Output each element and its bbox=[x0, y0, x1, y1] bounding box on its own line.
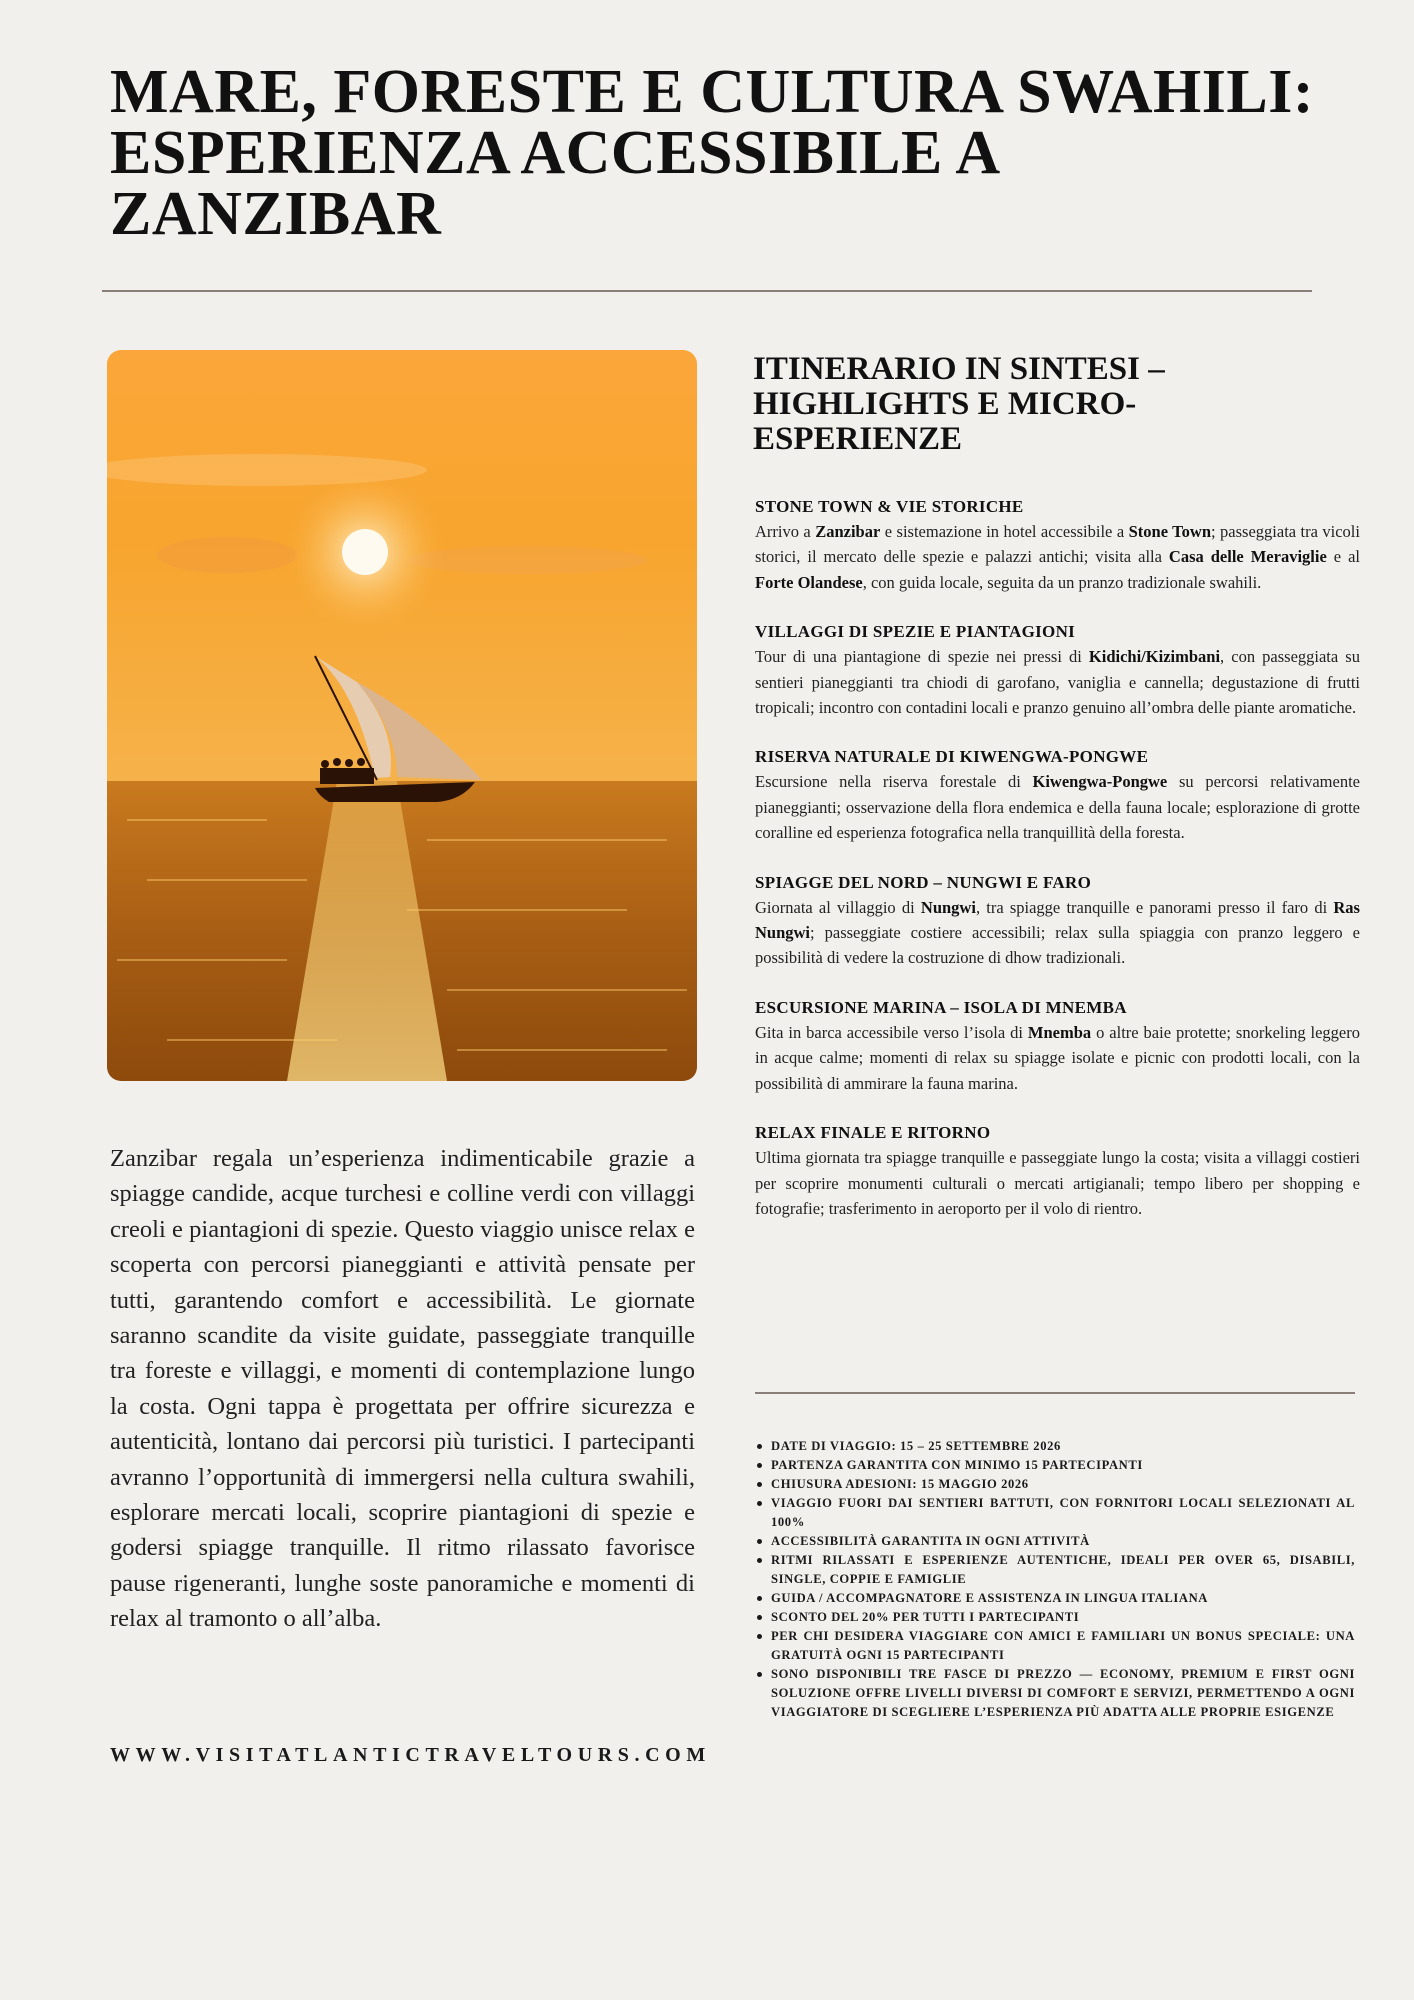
info-list bbox=[755, 1437, 1355, 1722]
info-item: DATE DI VIAGGIO: 15 – 25 SETTEMBRE 2026 bbox=[755, 1437, 1355, 1456]
website-link[interactable]: WWW.VISITATLANTICTRAVELTOURS.COM bbox=[110, 1744, 711, 1766]
info-item: ACCESSIBILITÀ GARANTITA IN OGNI ATTIVITÀ bbox=[755, 1532, 1355, 1551]
itinerary-item bbox=[755, 494, 1360, 595]
emphasis: Forte Olandese bbox=[755, 572, 863, 592]
itinerary-item bbox=[755, 1120, 1360, 1221]
itinerary-item-heading: SPIAGGE DEL NORD – NUNGWI E FARO bbox=[755, 872, 1092, 892]
intro-paragraph: Zanzibar regala un’esperienza indimenticabile grazie a spiagge candide, acque turchesi e colline verdi con villaggi creoli e piantagioni di spezie. Questo viaggio unisce relax e scoperta con percorsi pianeggianti e attività pensate per tutti, garantendo comfort e accessibilità. Le giornate saranno scandite da visite guidate, passeggiate tranquille tra foreste e villaggi, e momenti di contemplazione lungo la costa. Ogni tappa è progettata per offrire sicurezza e autenticità, lontano dai percorsi più turistici. I partecipanti avranno l’opportunità di immergersi nella cultura swahili, esplorare mercati locali, scoprire piantagioni di spezie e godersi spiagge tranquille. Il ritmo rilassato favorisce pause rigeneranti, lunghe soste panoramiche e momenti di relax al tramonto o all’alba. bbox=[110, 1145, 695, 1633]
info-item: GUIDA / ACCOMPAGNATORE E ASSISTENZA IN LINGUA ITALIANA bbox=[755, 1589, 1355, 1608]
itinerary-item bbox=[755, 619, 1360, 720]
emphasis: Mnemba bbox=[1027, 1022, 1092, 1042]
emphasis: Casa delle Meraviglie bbox=[1168, 547, 1327, 567]
itinerary-item-heading: STONE TOWN & VIE STORICHE bbox=[755, 497, 1024, 516]
info-item: CHIUSURA ADESIONI: 15 MAGGIO 2026 bbox=[755, 1475, 1355, 1494]
itinerary-item-text: Escursione nella riserva forestale di Kiwengwa-Pongwe su percorsi relativamente pianeggianti; osservazione della flora endemica e della fauna locale; esplorazione di grotte coralline ed esperienza fotografica nella tranquillità della foresta. bbox=[755, 772, 1360, 843]
itinerary-item-heading: RISERVA NATURALE DI KIWENGWA-PONGWE bbox=[755, 747, 1149, 767]
emphasis: Kidichi/Kizimbani bbox=[1088, 647, 1221, 667]
divider-info bbox=[755, 1392, 1355, 1394]
emphasis: Stone Town bbox=[1128, 522, 1212, 541]
info-item: SCONTO DEL 20% PER TUTTI I PARTECIPANTI bbox=[755, 1608, 1355, 1627]
itinerary-title: ITINERARIO IN SINTESI – HIGHLIGHTS E MICRO-ESPERIENZE bbox=[753, 351, 1165, 457]
emphasis: Ras Nungwi bbox=[755, 897, 1360, 943]
itinerary-list bbox=[755, 494, 1360, 1245]
itinerary-item-text: Gita in barca accessibile verso l’isola di Mnemba o altre baie protette; snorkeling leggero in acque calme; momenti di relax su spiagge isolate e picnic con prodotti locali, con la possibilità di ammirare la fauna marina. bbox=[755, 1022, 1360, 1093]
info-item: PER CHI DESIDERA VIAGGIARE CON AMICI E FAMILIARI UN BONUS SPECIALE: UNA GRATUITÀ OGNI 15 PARTECIPANTI bbox=[755, 1627, 1355, 1665]
hero-image bbox=[107, 350, 697, 1081]
info-item: RITMI RILASSATI E ESPERIENZE AUTENTICHE, IDEALI PER OVER 65, DISABILI, SINGLE, COPPIE E FAMIGLIE bbox=[755, 1551, 1355, 1589]
sunset-dhow-photo-icon bbox=[107, 350, 697, 1081]
divider-top bbox=[102, 290, 1312, 292]
itinerary-item-text: Giornata al villaggio di Nungwi, tra spiagge tranquille e panorami presso il faro di Ras Nungwi; passeggiate costiere accessibili; relax sulla spiaggia con pranzo leggero e possibilità di vedere la costruzione di dhow tradizionali. bbox=[755, 897, 1360, 968]
emphasis: Nungwi bbox=[920, 897, 976, 917]
itinerary-item-heading: RELAX FINALE E RITORNO bbox=[755, 1123, 991, 1143]
itinerary-item-heading: ESCURSIONE MARINA – ISOLA DI MNEMBA bbox=[755, 997, 1127, 1017]
page-title: MARE, FORESTE E CULTURA SWAHILI: ESPERIENZA ACCESSIBILE A ZANZIBAR bbox=[110, 58, 1315, 248]
itinerary-item-text: Arrivo a Zanzibar e sistemazione in hotel accessibile a Stone Town; passeggiata tra vicoli storici, il mercato delle spezie e palazzi antichi; visita alla Casa delle Meraviglie e al Forte Olandese, con guida locale, seguita da un pranzo tradizionale swahili. bbox=[755, 522, 1360, 592]
emphasis: Kiwengwa-Pongwe bbox=[1032, 772, 1168, 792]
itinerary-item bbox=[755, 744, 1360, 845]
itinerary-item-heading: VILLAGGI DI SPEZIE E PIANTAGIONI bbox=[755, 622, 1076, 642]
itinerary-item bbox=[755, 995, 1360, 1096]
info-item: PARTENZA GARANTITA CON MINIMO 15 PARTECIPANTI bbox=[755, 1456, 1355, 1475]
info-item: VIAGGIO FUORI DAI SENTIERI BATTUTI, CON FORNITORI LOCALI SELEZIONATI AL 100% bbox=[755, 1494, 1355, 1532]
info-item: SONO DISPONIBILI TRE FASCE DI PREZZO — ECONOMY, PREMIUM E FIRST OGNI SOLUZIONE OFFRE LIVELLI DIVERSI DI COMFORT E SERVIZI, PERMETTENDO A OGNI VIAGGIATORE DI SCEGLIERE L’ESPERIENZA PIÙ ADATTA ALLE PROPRIE ESIGENZE bbox=[755, 1665, 1355, 1722]
itinerary-item-text: Tour di una piantagione di spezie nei pressi di Kidichi/Kizimbani, con passeggiata su sentieri pianeggianti tra chiodi di garofano, vaniglia e cannella; degustazione di frutti tropicali; incontro con contadini locali e pranzo genuino all’ombra delle piante aromatiche. bbox=[755, 647, 1360, 718]
itinerary-item bbox=[755, 870, 1360, 971]
emphasis: Zanzibar bbox=[815, 522, 881, 541]
itinerary-item-text: Ultima giornata tra spiagge tranquille e passeggiate lungo la costa; visita a villaggi costieri per scoprire monumenti culturali o mercati artigianali; tempo libero per shopping e fotografie; trasferimento in aeroporto per il volo di rientro. bbox=[755, 1148, 1360, 1218]
